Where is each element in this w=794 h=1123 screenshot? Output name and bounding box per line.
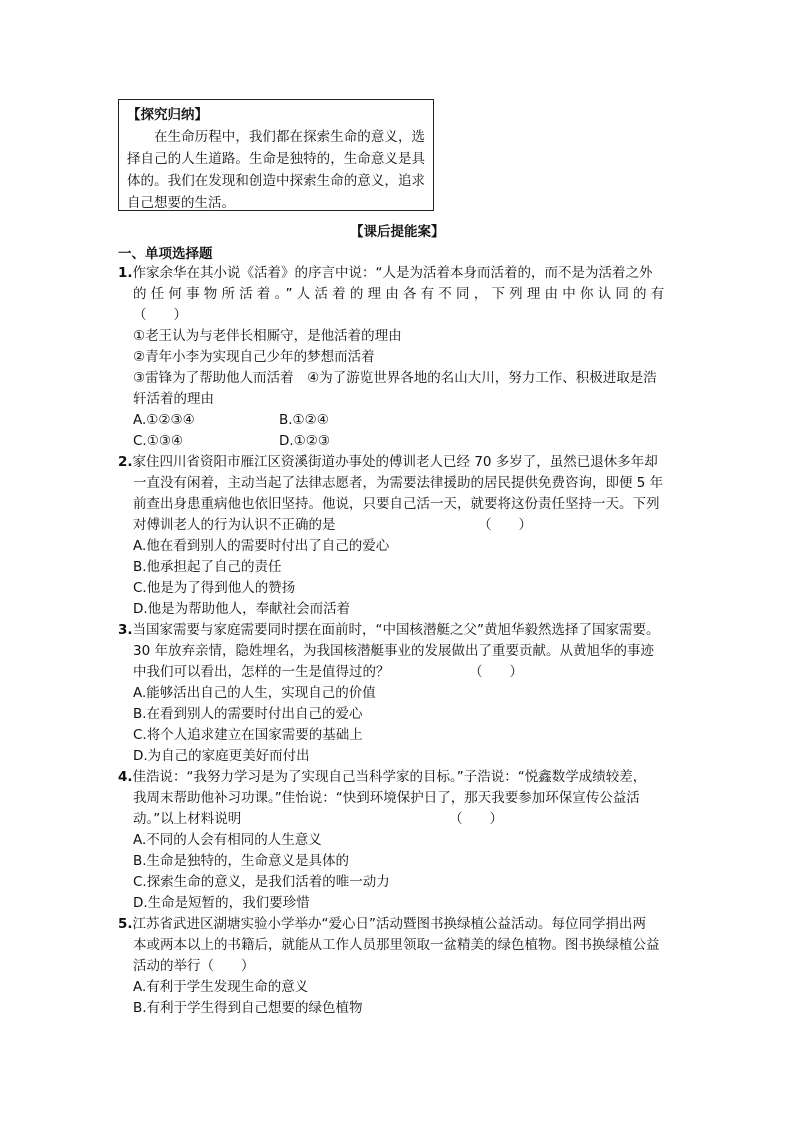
question-2-line-3: 前查出身患重病他也依旧坚持。他说，只要自己活一天，就要将这份责任坚持一天。下列 xyxy=(133,496,660,512)
summary-body: 在生命历程中，我们都在探索生命的意义，选择自己的人生道路。生命是独特的，生命意义是具体的。我们在发现和创造中探索生命的意义，追求自己想要的生活。 xyxy=(127,129,425,211)
question-4-option-a[interactable]: A.不同的人会有相同的人生意义 xyxy=(133,832,322,848)
question-1-option-a[interactable]: A.①②③④ xyxy=(133,412,195,428)
question-5-number: 5. xyxy=(118,916,133,932)
question-1-line-3: （ ） xyxy=(133,307,187,323)
question-2-answer-blank[interactable]: （ ） xyxy=(478,517,532,533)
question-1-option-c[interactable]: C.①③④ xyxy=(133,433,184,449)
question-1-option-d[interactable]: D.①②③ xyxy=(279,433,330,449)
question-1-line-1 xyxy=(118,263,684,284)
question-4-answer-blank[interactable]: （ ） xyxy=(449,811,503,827)
question-2-line-4 xyxy=(118,515,684,536)
question-4-text-1: 佳浩说：“我努力学习是为了实现自己当科学家的目标。”子浩说：“悦鑫数学成绩较差， xyxy=(132,769,647,785)
question-4-line-2: 我周末帮助他补习功课。”佳怡说：“快到环境保护日了，那天我要参加环保宣传公益活 xyxy=(133,790,640,806)
question-3-line-2: 30 年放弃亲情，隐姓埋名，为我国核潜艇事业的发展做出了重要贡献。从黄旭华的事迹 xyxy=(133,643,654,659)
question-3-option-a[interactable]: A.能够活出自己的人生，实现自己的价值 xyxy=(133,685,376,701)
question-2-number: 2. xyxy=(118,454,133,470)
question-3-text-1: 当国家需要与家庭需要同时摆在面前时，“中国核潜艇之父”黄旭华毅然选择了国家需要。 xyxy=(132,622,660,638)
question-2-option-c[interactable]: C.他是为了得到他人的赞扬 xyxy=(133,580,296,596)
question-5-line-1 xyxy=(118,914,684,935)
question-4-option-b[interactable]: B.生命是独特的，生命意义是具体的 xyxy=(133,853,350,869)
question-2-option-a[interactable]: A.他在看到别人的需要时付出了自己的爱心 xyxy=(133,538,390,554)
summary-title: 【探究归纳】 xyxy=(127,107,208,123)
question-4 xyxy=(118,767,684,914)
question-1-statement-3-cont: 轩活着的理由 xyxy=(133,391,214,407)
question-1-options-ab xyxy=(118,410,684,431)
question-1 xyxy=(118,263,684,452)
question-2 xyxy=(118,452,684,620)
question-5-line-3: 活动的举行（ ） xyxy=(133,958,255,974)
question-1-option-b[interactable]: B.①②④ xyxy=(279,412,329,428)
question-2-text-1: 家住四川省资阳市雁江区资溪街道办事处的傅训老人已经 70 多岁了，虽然已退休多年却 xyxy=(132,454,658,470)
question-5 xyxy=(118,914,684,1019)
question-3 xyxy=(118,620,684,767)
question-4-option-c[interactable]: C.探索生命的意义，是我们活着的唯一动力 xyxy=(133,874,390,890)
question-1-options-cd xyxy=(118,431,684,452)
question-5-option-a[interactable]: A.有利于学生发现生命的意义 xyxy=(133,979,309,995)
question-3-line-1 xyxy=(118,620,684,641)
question-5-text-1: 江苏省武进区湖塘实验小学举办“爱心日”活动暨图书换绿植公益活动。每位同学捐出两 xyxy=(132,916,647,932)
question-4-option-d[interactable]: D.生命是短暂的，我们要珍惜 xyxy=(133,895,310,911)
question-3-answer-blank[interactable]: （ ） xyxy=(469,664,523,680)
section-title: 【课后提能案】 xyxy=(350,224,445,240)
summary-box xyxy=(118,99,434,211)
question-list xyxy=(118,263,684,1019)
question-4-line-1 xyxy=(118,767,684,788)
question-4-number: 4. xyxy=(118,769,133,785)
question-2-option-d[interactable]: D.他是为帮助他人，奉献社会而活着 xyxy=(133,601,351,617)
question-2-line-1 xyxy=(118,452,684,473)
question-1-statement-3: ③雷锋为了帮助他人而活着 ④为了游览世界各地的名山大川，努力工作、积极进取是浩 xyxy=(133,370,657,386)
question-2-line-2: 一直没有闲着，主动当起了法律志愿者，为需要法律援助的居民提供免费咨询，即便 5 年 xyxy=(133,475,664,491)
question-2-option-b[interactable]: B.他承担起了自己的责任 xyxy=(133,559,282,575)
question-2-text-4: 对傅训老人的行为认识不正确的是 xyxy=(133,517,336,533)
question-5-option-b[interactable]: B.有利于学生得到自己想要的绿色植物 xyxy=(133,1000,363,1016)
question-1-statement-2: ②青年小李为实现自己少年的梦想而活着 xyxy=(133,349,375,365)
question-3-option-b[interactable]: B.在看到别人的需要时付出自己的爱心 xyxy=(133,706,363,722)
question-3-text-3: 中我们可以看出，怎样的一生是值得过的？ xyxy=(133,664,390,680)
question-3-option-d[interactable]: D.为自己的家庭更美好而付出 xyxy=(133,748,310,764)
question-1-line-2: 的任何事物所活着。”人活着的理由各有不同，下列理由中你认同的有 xyxy=(133,286,669,302)
question-1-number: 1. xyxy=(118,265,133,281)
question-3-line-3 xyxy=(118,662,684,683)
question-4-text-3: 动。”以上材料说明 xyxy=(133,811,242,827)
question-5-line-2: 本或两本以上的书籍后，就能从工作人员那里领取一盆精美的绿色植物。图书换绿植公益 xyxy=(133,937,660,953)
question-3-number: 3. xyxy=(118,622,133,638)
question-3-option-c[interactable]: C.将个人追求建立在国家需要的基础上 xyxy=(133,727,363,743)
question-1-statement-1: ①老王认为与老伴长相厮守，是他活着的理由 xyxy=(133,328,402,344)
question-4-line-3 xyxy=(118,809,684,830)
question-1-text-1: 作家余华在其小说《活着》的序言中说：“人是为活着本身而活着的，而不是为活着之外 xyxy=(132,265,653,281)
part-title: 一、单项选择题 xyxy=(118,246,213,262)
